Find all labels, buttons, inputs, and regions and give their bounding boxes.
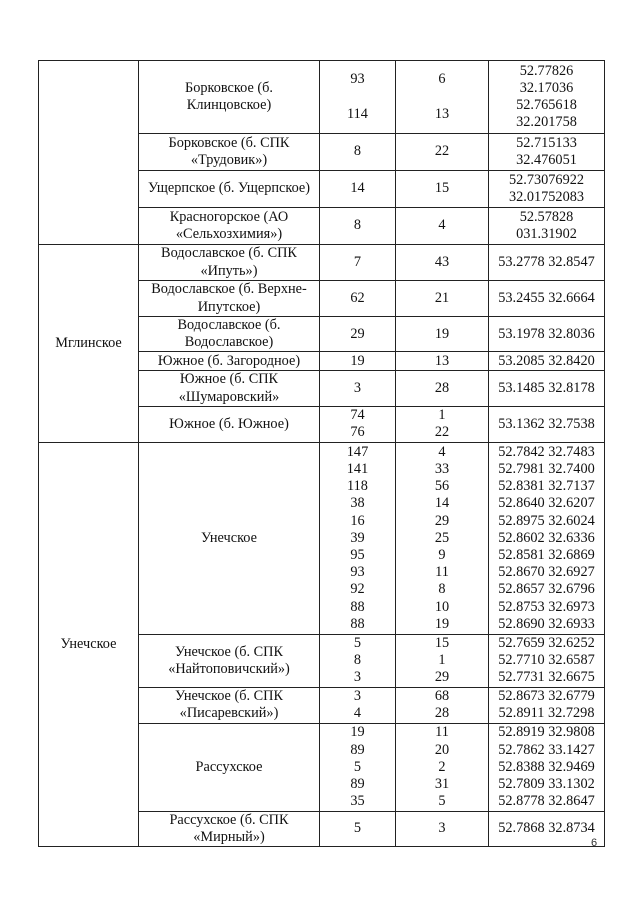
plot-number-cell: 7 <box>320 245 396 281</box>
coordinates-cell: 52.7659 32.6252 52.7710 32.6587 52.7731 32.6675 <box>489 634 605 687</box>
field-number-cell: 68 28 <box>396 687 489 723</box>
area-cell: Водославское (б. Водославское) <box>139 317 320 352</box>
coordinates-cell: 52.7842 32.7483 52.7981 32.7400 52.8381 32.7137 52.8640 32.6207 52.8975 32.6024 52.8602 32.6336 52.8581 32.6869 52.8670 32.6927 52.8657 32.6796 52.8753 32.6973 52.8690 32.6933 <box>489 442 605 634</box>
field-number-cell: 15 <box>396 171 489 208</box>
plot-number-cell: 74 76 <box>320 406 396 442</box>
coordinates-cell: 53.1485 32.8178 <box>489 371 605 406</box>
coordinates-cell: 52.715133 32.476051 <box>489 134 605 171</box>
area-cell: Южное (б. СПК «Шумаровский» <box>139 371 320 406</box>
field-number-cell: 4 33 56 14 29 25 9 11 8 10 19 <box>396 442 489 634</box>
table-row <box>39 61 605 134</box>
area-cell: Рассухское <box>139 723 320 811</box>
field-number-cell: 19 <box>396 317 489 352</box>
plot-number-cell: 19 89 5 89 35 <box>320 723 396 811</box>
field-number-cell: 21 <box>396 281 489 317</box>
field-number-cell: 3 <box>396 811 489 846</box>
plot-number-cell: 147 141 118 38 16 39 95 93 92 88 88 <box>320 442 396 634</box>
plot-number-cell: 5 8 3 <box>320 634 396 687</box>
coordinates-cell: 52.8673 32.6779 52.8911 32.7298 <box>489 687 605 723</box>
district-cell: Мглинское <box>39 245 139 443</box>
field-number-cell: 13 <box>396 352 489 371</box>
district-cell <box>39 61 139 245</box>
coordinates-cell: 52.7868 32.8734 <box>489 811 605 846</box>
area-cell: Борковское (б. СПК «Трудовик») <box>139 134 320 171</box>
area-cell: Ущерпское (б. Ущерпское) <box>139 171 320 208</box>
field-number-cell: 4 <box>396 208 489 245</box>
coordinates-cell: 53.1362 32.7538 <box>489 406 605 442</box>
data-table <box>38 60 605 847</box>
area-cell: Красногорское (АО «Сельхозхимия») <box>139 208 320 245</box>
table-row <box>39 245 605 281</box>
district-cell: Унечское <box>39 442 139 846</box>
area-cell: Южное (б. Загородное) <box>139 352 320 371</box>
field-number-cell: 6 13 <box>396 61 489 134</box>
area-cell: Южное (б. Южное) <box>139 406 320 442</box>
coordinates-cell: 52.8919 32.9808 52.7862 33.1427 52.8388 32.9469 52.7809 33.1302 52.8778 32.8647 <box>489 723 605 811</box>
area-cell: Унечское <box>139 442 320 634</box>
field-number-cell: 11 20 2 31 5 <box>396 723 489 811</box>
area-cell: Водославское (б. СПК «Ипуть») <box>139 245 320 281</box>
area-cell: Унечское (б. СПК «Писаревский») <box>139 687 320 723</box>
plot-number-cell: 19 <box>320 352 396 371</box>
plot-number-cell: 8 <box>320 134 396 171</box>
plot-number-cell: 5 <box>320 811 396 846</box>
plot-number-cell: 8 <box>320 208 396 245</box>
field-number-cell: 1 22 <box>396 406 489 442</box>
field-number-cell: 28 <box>396 371 489 406</box>
field-number-cell: 43 <box>396 245 489 281</box>
area-cell: Борковское (б. Клинцовское) <box>139 61 320 134</box>
coordinates-cell: 53.2778 32.8547 <box>489 245 605 281</box>
coordinates-cell: 52.73076922 32.01752083 <box>489 171 605 208</box>
plot-number-cell: 62 <box>320 281 396 317</box>
plot-number-cell: 3 <box>320 371 396 406</box>
plot-number-cell: 93 114 <box>320 61 396 134</box>
plot-number-cell: 3 4 <box>320 687 396 723</box>
coordinates-cell: 52.77826 32.17036 52.765618 32.201758 <box>489 61 605 134</box>
table-row <box>39 442 605 634</box>
page-number: 6 <box>591 837 598 849</box>
area-cell: Унечское (б. СПК «Найтоповичский») <box>139 634 320 687</box>
coordinates-cell: 53.2455 32.6664 <box>489 281 605 317</box>
coordinates-cell: 53.1978 32.8036 <box>489 317 605 352</box>
area-cell: Водославское (б. Верхне-Ипутское) <box>139 281 320 317</box>
field-number-cell: 15 1 29 <box>396 634 489 687</box>
area-cell: Рассухское (б. СПК «Мирный») <box>139 811 320 846</box>
coordinates-cell: 52.57828 031.31902 <box>489 208 605 245</box>
plot-number-cell: 29 <box>320 317 396 352</box>
field-number-cell: 22 <box>396 134 489 171</box>
plot-number-cell: 14 <box>320 171 396 208</box>
coordinates-cell: 53.2085 32.8420 <box>489 352 605 371</box>
